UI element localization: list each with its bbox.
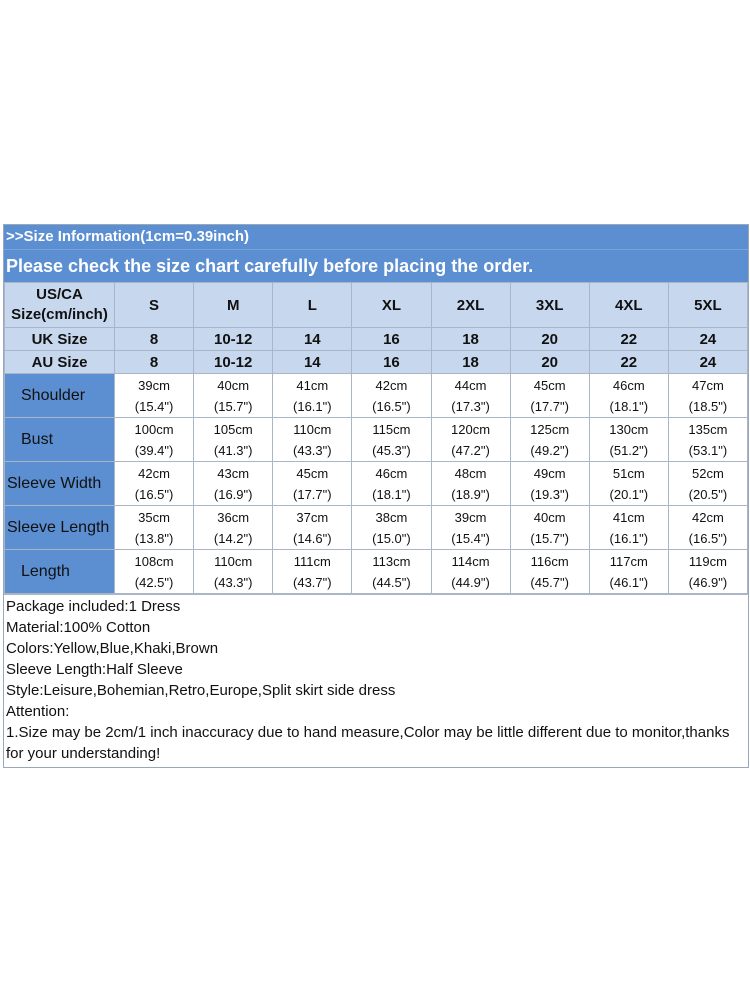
cm-value: 100cm [134, 421, 174, 437]
size-header-4xl: 4XL [589, 283, 668, 328]
measurement-cell [510, 418, 589, 462]
corner-header-line2: Size(cm/inch) [11, 306, 108, 323]
sleeve-note: Sleeve Length:Half Sleeve [6, 661, 183, 678]
measurement-cell [668, 550, 747, 594]
sleeve-width-row [5, 462, 748, 506]
size-header-5xl: 5XL [668, 283, 747, 328]
shoulder-label-cell [5, 374, 115, 418]
cm-value: 48cm [454, 465, 487, 481]
bust-label: Bust [21, 431, 54, 448]
measurement-cell [194, 374, 273, 418]
size-header-2xl: 2XL [431, 283, 510, 328]
measurement-cell [194, 506, 273, 550]
uk-size-cell: 22 [589, 328, 668, 351]
measurement-cell [589, 418, 668, 462]
inch-value: (18.9") [451, 486, 490, 502]
measurement-cell [431, 418, 510, 462]
measurement-cell [668, 418, 747, 462]
length-row [5, 550, 748, 594]
uk-size-cell: 8 [115, 328, 194, 351]
size-chart [3, 224, 749, 768]
sleeve-width-label-cell [5, 462, 115, 506]
measurement-cell [352, 506, 431, 550]
cm-value: 42cm [138, 465, 170, 481]
au-size-cell: 10-12 [194, 351, 273, 374]
shoulder-label: Shoulder [21, 387, 86, 404]
uk-size-cell: 24 [668, 328, 747, 351]
uk-size-cell: 18 [431, 328, 510, 351]
au-size-cell: 18 [431, 351, 510, 374]
cm-value: 110cm [293, 421, 332, 437]
cm-value: 45cm [533, 377, 566, 393]
inch-value: (18.1") [372, 486, 411, 502]
cm-value: 37cm [296, 509, 329, 525]
measurement-cell [668, 374, 747, 418]
sleeve-length-label: Sleeve Length [7, 519, 110, 536]
disclaimer-note: 1.Size may be 2cm/1 inch inaccuracy due to hand measure,Color may be little different due to monitor,thanks for your understanding! [6, 724, 730, 762]
inch-value: (14.2") [213, 530, 253, 546]
cm-value: 46cm [375, 465, 408, 481]
sleeve-length-label-cell [5, 506, 115, 550]
inch-value: (49.2") [530, 442, 569, 458]
measurement-cell [115, 506, 194, 550]
au-size-row [5, 351, 748, 374]
inch-value: (53.1") [688, 442, 728, 458]
measurement-cell [352, 418, 431, 462]
size-header-m: M [194, 283, 273, 328]
measurement-cell [273, 374, 352, 418]
cm-value: 51cm [612, 465, 645, 481]
uk-size-cell: 16 [352, 328, 431, 351]
inch-value: (43.3") [293, 442, 332, 458]
uk-size-row [5, 328, 748, 351]
inch-value: (43.7") [293, 574, 332, 590]
measurement-cell [668, 506, 747, 550]
length-label-cell [5, 550, 115, 594]
measurement-cell [273, 506, 352, 550]
measurement-cell [194, 418, 273, 462]
inch-value: (18.1") [609, 398, 649, 414]
au-size-cell: 22 [589, 351, 668, 374]
inch-value: (19.3") [530, 486, 569, 502]
cm-value: 41cm [296, 377, 329, 393]
measurement-cell [431, 462, 510, 506]
measurement-cell [194, 550, 273, 594]
cm-value: 116cm [530, 553, 569, 569]
measurement-cell [115, 550, 194, 594]
attention-heading: Attention: [6, 703, 70, 720]
inch-value: (18.5") [688, 398, 728, 414]
cm-value: 117cm [609, 553, 648, 569]
cm-value: 130cm [609, 421, 649, 437]
inch-value: (16.1") [293, 398, 332, 414]
inch-value: (14.6") [293, 530, 332, 546]
measurement-cell [589, 462, 668, 506]
inch-value: (15.4") [451, 530, 490, 546]
bust-row [5, 418, 748, 462]
cm-value: 35cm [138, 509, 170, 525]
measurement-cell [668, 462, 747, 506]
measurement-cell [194, 462, 273, 506]
inch-value: (16.5") [134, 486, 174, 502]
au-size-label: AU Size [5, 351, 115, 374]
inch-value: (17.7") [293, 486, 332, 502]
cm-value: 135cm [688, 421, 728, 437]
cm-value: 105cm [213, 421, 253, 437]
size-header-3xl: 3XL [510, 283, 589, 328]
inch-value: (15.0") [372, 530, 411, 546]
inch-value: (39.4") [134, 442, 174, 458]
size-header-s: S [115, 283, 194, 328]
uk-size-cell: 14 [273, 328, 352, 351]
measurement-cell [115, 418, 194, 462]
cm-value: 40cm [217, 377, 250, 393]
au-size-cell: 16 [352, 351, 431, 374]
au-size-cell: 14 [273, 351, 352, 374]
cm-value: 47cm [692, 377, 724, 393]
measurement-cell [352, 462, 431, 506]
uk-size-label: UK Size [5, 328, 115, 351]
cm-value: 44cm [454, 377, 487, 393]
measurement-cell [589, 506, 668, 550]
inch-value: (15.7") [213, 398, 253, 414]
cm-value: 40cm [533, 509, 566, 525]
inch-value: (43.3") [213, 574, 253, 590]
inch-value: (16.9") [213, 486, 253, 502]
inch-value: (47.2") [451, 442, 490, 458]
measurement-cell [115, 374, 194, 418]
inch-value: (17.3") [451, 398, 490, 414]
style-note: Style:Leisure,Bohemian,Retro,Europe,Split skirt side dress [6, 682, 396, 699]
product-notes [4, 594, 748, 767]
cm-value: 108cm [134, 553, 174, 569]
measurement-cell [431, 506, 510, 550]
cm-value: 38cm [375, 509, 408, 525]
cm-value: 36cm [217, 509, 250, 525]
measurement-cell [431, 550, 510, 594]
bust-label-cell [5, 418, 115, 462]
inch-value: (46.9") [688, 574, 728, 590]
uk-size-cell: 20 [510, 328, 589, 351]
cm-value: 42cm [375, 377, 408, 393]
size-notice-banner: Please check the size chart carefully before placing the order. [4, 249, 748, 282]
cm-value: 110cm [214, 553, 253, 569]
corner-header [5, 283, 115, 328]
inch-value: (13.8") [134, 530, 174, 546]
inch-value: (16.5") [372, 398, 411, 414]
inch-value: (20.1") [609, 486, 649, 502]
au-size-cell: 24 [668, 351, 747, 374]
inch-value: (51.2") [609, 442, 649, 458]
size-table [4, 282, 748, 594]
cm-value: 39cm [138, 377, 170, 393]
cm-value: 52cm [692, 465, 724, 481]
size-header-xl: XL [352, 283, 431, 328]
inch-value: (45.3") [372, 442, 411, 458]
measurement-cell [431, 374, 510, 418]
cm-value: 43cm [217, 465, 250, 481]
measurement-cell [273, 418, 352, 462]
cm-value: 120cm [451, 421, 491, 437]
cm-value: 125cm [530, 421, 570, 437]
package-note: Package included:1 Dress [6, 598, 181, 615]
colors-note: Colors:Yellow,Blue,Khaki,Brown [6, 640, 219, 657]
measurement-cell [273, 462, 352, 506]
material-note: Material:100% Cotton [6, 619, 151, 636]
uk-size-cell: 10-12 [194, 328, 273, 351]
inch-value: (44.5") [372, 574, 411, 590]
inch-value: (16.5") [688, 530, 728, 546]
sleeve-width-label: Sleeve Width [7, 475, 102, 492]
inch-value: (46.1") [609, 574, 649, 590]
measurement-cell [510, 374, 589, 418]
measurement-cell [115, 462, 194, 506]
inch-value: (17.7") [530, 398, 569, 414]
size-header-l: L [273, 283, 352, 328]
cm-value: 115cm [372, 421, 411, 437]
inch-value: (44.9") [451, 574, 490, 590]
measurement-cell [510, 462, 589, 506]
cm-value: 111cm [293, 553, 331, 569]
measurement-cell [510, 550, 589, 594]
measurement-cell [589, 374, 668, 418]
inch-value: (45.7") [530, 574, 569, 590]
au-size-cell: 20 [510, 351, 589, 374]
cm-value: 45cm [296, 465, 329, 481]
inch-value: (20.5") [688, 486, 728, 502]
size-info-banner: >>Size Information(1cm=0.39inch) [4, 225, 748, 249]
cm-value: 41cm [612, 509, 645, 525]
shoulder-row [5, 374, 748, 418]
cm-value: 113cm [372, 553, 411, 569]
cm-value: 39cm [454, 509, 487, 525]
inch-value: (42.5") [134, 574, 174, 590]
cm-value: 114cm [451, 553, 490, 569]
cm-value: 46cm [612, 377, 645, 393]
inch-value: (41.3") [213, 442, 253, 458]
au-size-cell: 8 [115, 351, 194, 374]
cm-value: 42cm [692, 509, 724, 525]
inch-value: (15.7") [530, 530, 569, 546]
measurement-cell [352, 550, 431, 594]
measurement-cell [510, 506, 589, 550]
inch-value: (15.4") [134, 398, 174, 414]
measurement-cell [589, 550, 668, 594]
cm-value: 119cm [688, 553, 727, 569]
sleeve-length-row [5, 506, 748, 550]
measurement-cell [352, 374, 431, 418]
inch-value: (16.1") [609, 530, 649, 546]
us-size-row [5, 283, 748, 328]
measurement-cell [273, 550, 352, 594]
cm-value: 49cm [533, 465, 566, 481]
length-label: Length [21, 563, 70, 580]
corner-header-line1: US/CA [36, 286, 83, 303]
